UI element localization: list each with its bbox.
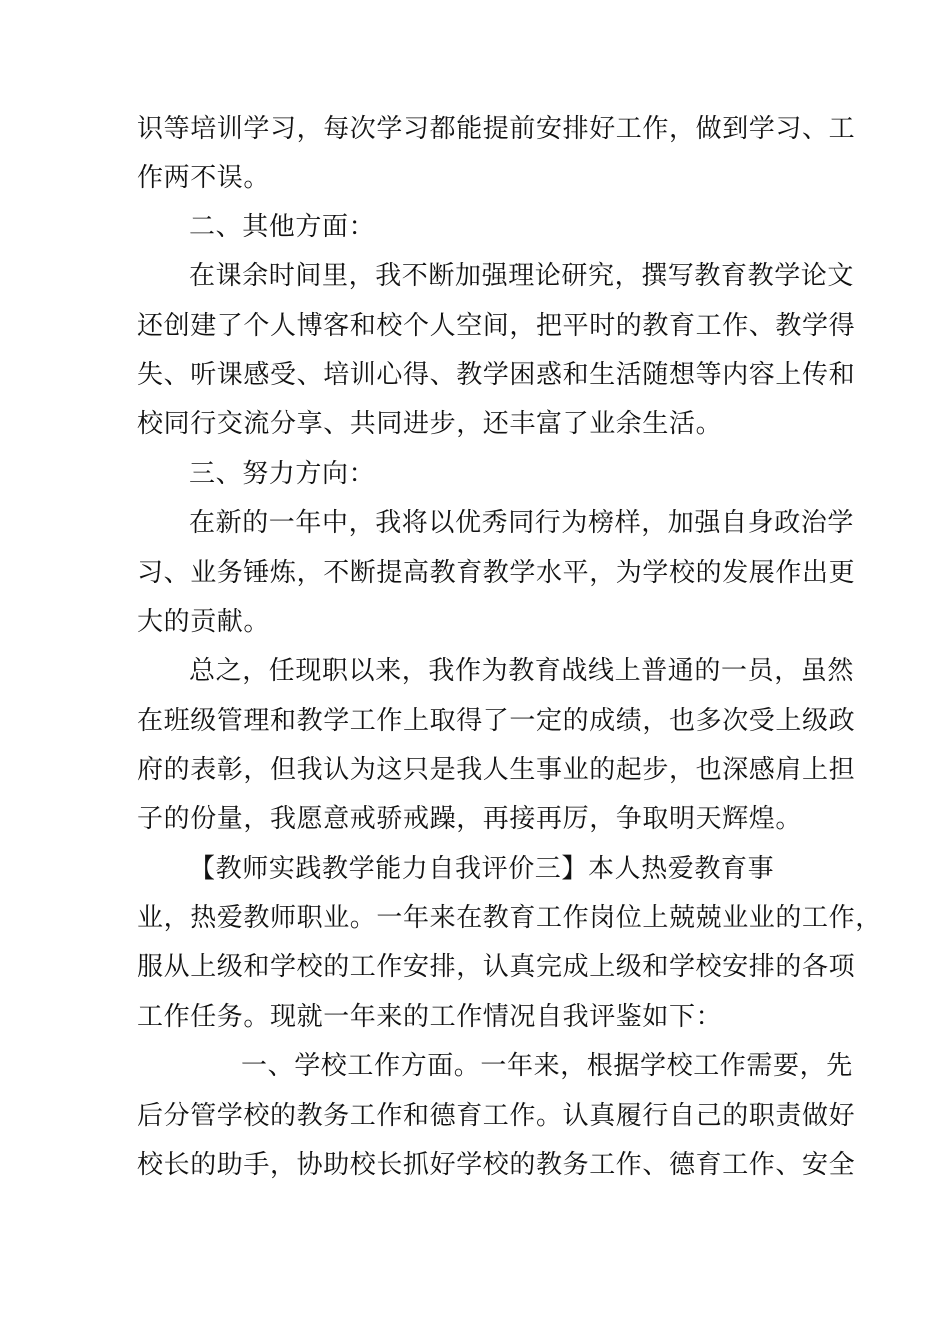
text-line: 府的表彰，但我认为这只是我人生事业的起步，也深感肩上担 xyxy=(137,755,856,785)
section-heading: 三、努力方向： xyxy=(189,459,376,489)
text-line: 在新的一年中，我将以优秀同行为榜样，加强自身政治学 xyxy=(189,508,855,538)
text-line: 校同行交流分享、共同进步，还丰富了业余生活。 xyxy=(137,409,723,439)
text-line: 在班级管理和教学工作上取得了一定的成绩，也多次受上级政 xyxy=(137,706,856,736)
text-line: 还创建了个人博客和校个人空间，把平时的教育工作、教学得 xyxy=(137,311,856,341)
text-line: 作两不误。 xyxy=(137,163,271,193)
text-line: 后分管学校的教务工作和德育工作。认真履行自己的职责做好 xyxy=(137,1101,856,1131)
text-line: 服从上级和学校的工作安排，认真完成上级和学校安排的各项 xyxy=(137,952,856,982)
text-line: 业，热爱教师职业。一年来在教育工作岗位上兢兢业业的工作， xyxy=(137,903,882,933)
section-heading: 二、其他方面： xyxy=(189,212,376,242)
text-line: 大的贡献。 xyxy=(137,607,271,637)
text-line: 子的份量，我愿意戒骄戒躁，再接再厉，争取明天辉煌。 xyxy=(137,804,803,834)
text-line: 校长的助手，协助校长抓好学校的教务工作、德育工作、安全 xyxy=(137,1150,856,1180)
text-line: 习、业务锤炼，不断提高教育教学水平，为学校的发展作出更 xyxy=(137,558,856,588)
text-line: 总之，任现职以来，我作为教育战线上普通的一员，虽然 xyxy=(189,656,855,686)
text-line: 失、听课感受、培训心得、教学困惑和生活随想等内容上传和 xyxy=(137,360,856,390)
text-line: 一、学校工作方面。一年来，根据学校工作需要，先 xyxy=(241,1051,853,1081)
text-line: 工作任务。现就一年来的工作情况自我评鉴如下： xyxy=(137,1002,723,1032)
text-line: 【教师实践教学能力自我评价三】本人热爱教育事 xyxy=(189,854,775,884)
text-line: 识等培训学习，每次学习都能提前安排好工作，做到学习、工 xyxy=(137,114,856,144)
text-line: 在课余时间里，我不断加强理论研究，撰写教育教学论文 xyxy=(189,261,855,291)
